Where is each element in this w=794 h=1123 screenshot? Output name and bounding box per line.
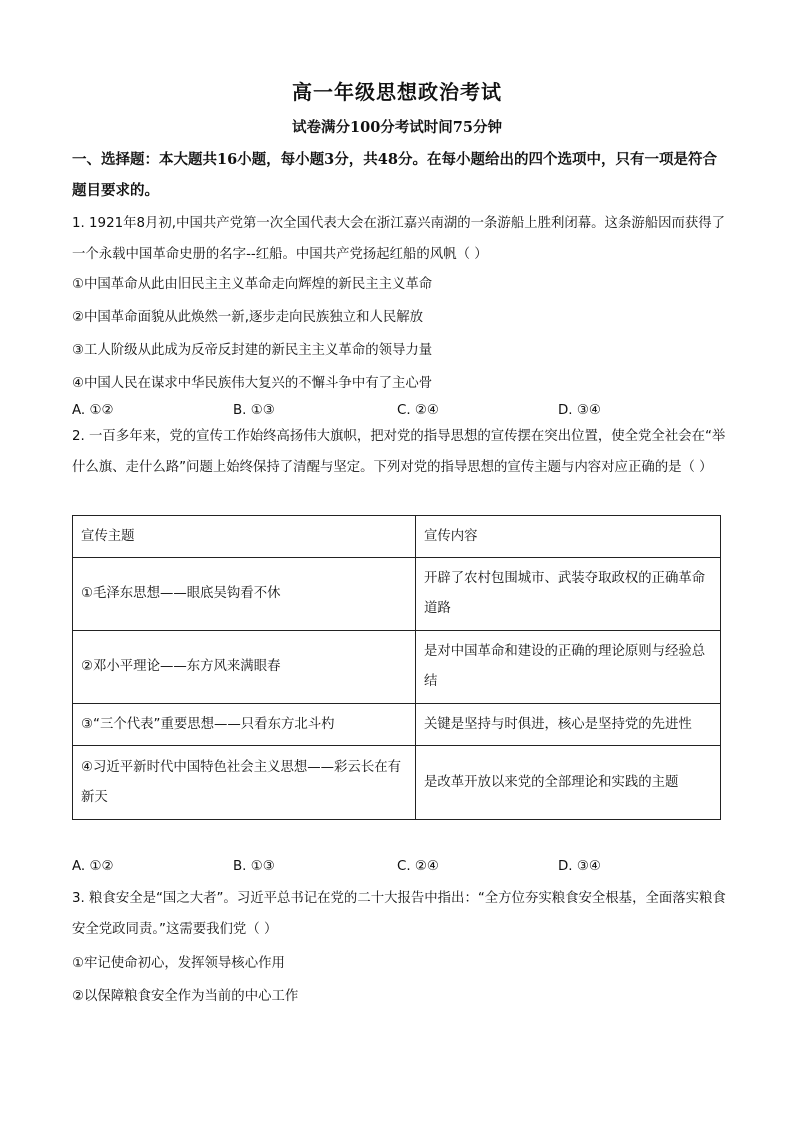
table-cell: 关键是坚持与时俱进，核心是坚持党的先进性 bbox=[416, 704, 721, 746]
question-1-item: ②中国革命面貌从此焕然一新,逐步走向民族独立和人民解放 bbox=[72, 310, 424, 325]
option-c: C. ②④ bbox=[397, 859, 439, 874]
question-1-item: ①中国革命从此由旧民主主义革命走向辉煌的新民主主义革命 bbox=[72, 277, 433, 292]
table-cell: ①毛泽东思想——眼底吴钩看不休 bbox=[73, 558, 416, 631]
option-b: B. ①③ bbox=[233, 403, 275, 418]
table-header: 宣传主题 bbox=[73, 516, 416, 558]
option-d: D. ③④ bbox=[558, 859, 601, 874]
table-cell: 开辟了农村包围城市、武装夺取政权的正确革命道路 bbox=[416, 558, 721, 631]
table-row bbox=[73, 704, 721, 746]
table-cell: ④习近平新时代中国特色社会主义思想——彩云长在有新天 bbox=[73, 746, 416, 820]
table-row bbox=[73, 631, 721, 704]
table-row bbox=[73, 746, 721, 820]
table-cell: 是对中国革命和建设的正确的理论原则与经验总结 bbox=[416, 631, 721, 704]
option-a: A. ①② bbox=[72, 859, 114, 874]
table-header: 宣传内容 bbox=[416, 516, 721, 558]
table-cell: 是改革开放以来党的全部理论和实践的主题 bbox=[416, 746, 721, 820]
option-b: B. ①③ bbox=[233, 859, 275, 874]
table-header-row bbox=[73, 516, 721, 558]
option-c: C. ②④ bbox=[397, 403, 439, 418]
table-cell: ③“三个代表”重要思想——只看东方北斗杓 bbox=[73, 704, 416, 746]
question-3-item: ①牢记使命初心，发挥领导核心作用 bbox=[72, 956, 285, 971]
section-heading: 一、选择题：本大题共16小题，每小题3分，共48分。在每小题给出的四个选项中，只有一项是符合题目要求的。 bbox=[72, 151, 717, 199]
question-2-table bbox=[72, 515, 721, 820]
exam-info: 试卷满分100分考试时间75分钟 bbox=[292, 119, 502, 136]
option-a: A. ①② bbox=[72, 403, 114, 418]
question-3-stem: 3. 粮食安全是“国之大者”。习近平总书记在党的二十大报告中指出：“全方位夯实粮食安全根基，全面落实粮食安全党政同责。”这需要我们党（ ） bbox=[72, 891, 726, 937]
table-cell: ②邓小平理论——东方风来满眼春 bbox=[73, 631, 416, 704]
question-1-item: ③工人阶级从此成为反帝反封建的新民主主义革命的领导力量 bbox=[72, 343, 433, 358]
option-d: D. ③④ bbox=[558, 403, 601, 418]
question-2-stem: 2. 一百多年来，党的宣传工作始终高扬伟大旗帜，把对党的指导思想的宣传摆在突出位置，使全党全社会在“举什么旗、走什么路”问题上始终保持了清醒与坚定。下列对党的指导思想的宣传主题与内容对应正确的是（ ） bbox=[72, 429, 726, 475]
question-1-stem: 1. 1921年8月初,中国共产党第一次全国代表大会在浙江嘉兴南湖的一条游船上胜利闭幕。这条游船因而获得了一个永载中国革命史册的名字--红船。中国共产党扬起红船的风帆（ ） bbox=[72, 216, 726, 262]
question-1-item: ④中国人民在谋求中华民族伟大复兴的不懈斗争中有了主心骨 bbox=[72, 376, 433, 391]
question-3-item: ②以保障粮食安全作为当前的中心工作 bbox=[72, 989, 299, 1004]
table-row bbox=[73, 558, 721, 631]
page-title: 高一年级思想政治考试 bbox=[292, 80, 502, 104]
